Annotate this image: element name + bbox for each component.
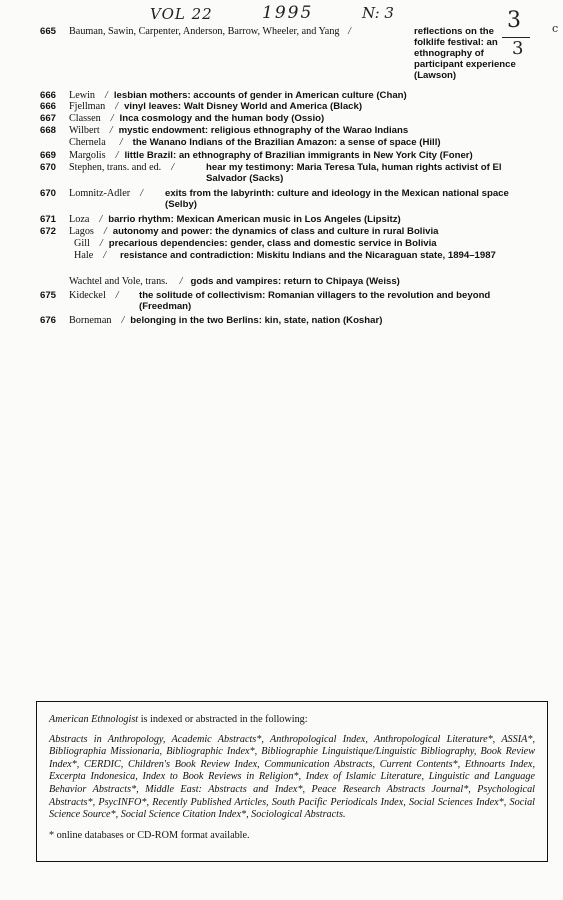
review-title: resistance and contradiction: Miskitu Indians and the Nicaraguan state, 1894–1987 bbox=[120, 250, 496, 261]
reviewed-author: Wilbert / mystic endowment: religious ethnography of the Warao Indians bbox=[69, 125, 409, 136]
page-number: 666 bbox=[40, 101, 57, 112]
reviewed-author: Bauman, Sawin, Carpenter, Anderson, Barrow, Wheeler, and Yang / bbox=[69, 26, 351, 37]
reviewed-author: Chernela / the Wanano Indians of the Brazilian Amazon: a sense of space (Hill) bbox=[69, 137, 441, 148]
handwritten-number: N: 3 bbox=[362, 4, 394, 22]
reviewed-author: Borneman / belonging in the two Berlins: kin, state, nation (Koshar) bbox=[69, 315, 383, 326]
review-title: the solitude of collectivism: Romanian villagers to the revolution and beyond (Freedman) bbox=[139, 290, 491, 312]
page-number: 672 bbox=[40, 226, 57, 237]
reviewed-author: Lewin / lesbian mothers: accounts of gender in American culture (Chan) bbox=[69, 90, 407, 101]
page-number: 665 bbox=[40, 26, 57, 37]
page-number: 676 bbox=[40, 315, 57, 326]
page-number: 666 bbox=[40, 90, 57, 101]
review-title: hear my testimony: Maria Teresa Tula, human rights activist of El Salvador (Sacks) bbox=[206, 162, 502, 184]
reviewed-author: Margolis / little Brazil: an ethnography of Brazilian immigrants in New York City (Foner) bbox=[69, 150, 473, 161]
handwritten-fragment: c bbox=[552, 22, 559, 35]
page-number: 670 bbox=[40, 162, 57, 173]
page-number: 675 bbox=[40, 290, 57, 301]
reviewed-author: Classen / Inca cosmology and the human body (Ossio) bbox=[69, 113, 325, 124]
list-item bbox=[0, 188, 560, 212]
page-number: 669 bbox=[40, 150, 57, 161]
reviewed-author: Hale / bbox=[74, 250, 107, 261]
reviewed-author: Stephen, trans. and ed. / bbox=[69, 162, 175, 173]
page-number: 668 bbox=[40, 125, 57, 136]
handwritten-year: 1995 bbox=[262, 3, 314, 23]
handwritten-mark: 3 bbox=[512, 38, 524, 59]
reviewed-author: Lomnitz-Adler / bbox=[69, 188, 143, 199]
handwritten-volume: VOL 22 bbox=[150, 5, 213, 23]
indexing-notice-box bbox=[36, 701, 548, 862]
journal-name: American Ethnologist bbox=[49, 714, 139, 725]
indexing-intro: American Ethnologist is indexed or abstracted in the following: bbox=[49, 714, 308, 725]
reviewed-author: Lagos / autonomy and power: the dynamics of class and culture in rural Bolivia bbox=[69, 226, 439, 237]
reviewed-author: Wachtel and Vole, trans. / gods and vampires: return to Chipaya (Weiss) bbox=[69, 276, 400, 287]
reviewed-author: Fjellman / vinyl leaves: Walt Disney World and America (Black) bbox=[69, 101, 363, 112]
page-number: 667 bbox=[40, 113, 57, 124]
page-number: 671 bbox=[40, 214, 57, 225]
reviewed-author: Kideckel / bbox=[69, 290, 119, 301]
indexing-footnote: * online databases or CD-ROM format available. bbox=[49, 829, 250, 841]
handwritten-mark: 3 bbox=[507, 8, 521, 33]
review-title: exits from the labyrinth: culture and ideology in the Mexican national space (Selby) bbox=[165, 188, 509, 210]
list-item bbox=[0, 250, 560, 274]
reviewed-author: Loza / barrio rhythm: Mexican American music in Los Angeles (Lipsitz) bbox=[69, 214, 401, 225]
page-number: 670 bbox=[40, 188, 57, 199]
list-item bbox=[0, 26, 560, 88]
indexing-services-list: Abstracts in Anthropology, Academic Abstracts*, Anthropological Index, Anthropological Literature*, ASSIA*, Bibliographia Missionaria, Bibliographic Index*, Bibliographie Linguistique/Linguistic Bibliography, Book Review Index*, CERDIC, Children's Book Review Index, Communication Abstracts, Current Contents*, Ethnoarts Index, Excerpta Indonesica, Index to Book Reviews in Religion*, Index of Islamic Literature, Linguistic and Language Behavior Abstracts*, Middle East: Abstracts and Index*, Peace Research Abstracts Journal*, Psychological Abstracts*, PsycINFO*, Recently Published Articles, South Pacific Periodicals Index, Social Sciences Index*, Social Science Source*, Social Science Citation Index*, Sociological Abstracts. bbox=[49, 733, 535, 821]
list-item bbox=[0, 290, 560, 314]
list-item bbox=[0, 162, 560, 186]
review-title: reflections on the folklife festival: an ethnography of participant experience (Lawson) bbox=[414, 26, 516, 81]
reviewed-author: Gill / precarious dependencies: gender, class and domestic service in Bolivia bbox=[74, 238, 437, 249]
